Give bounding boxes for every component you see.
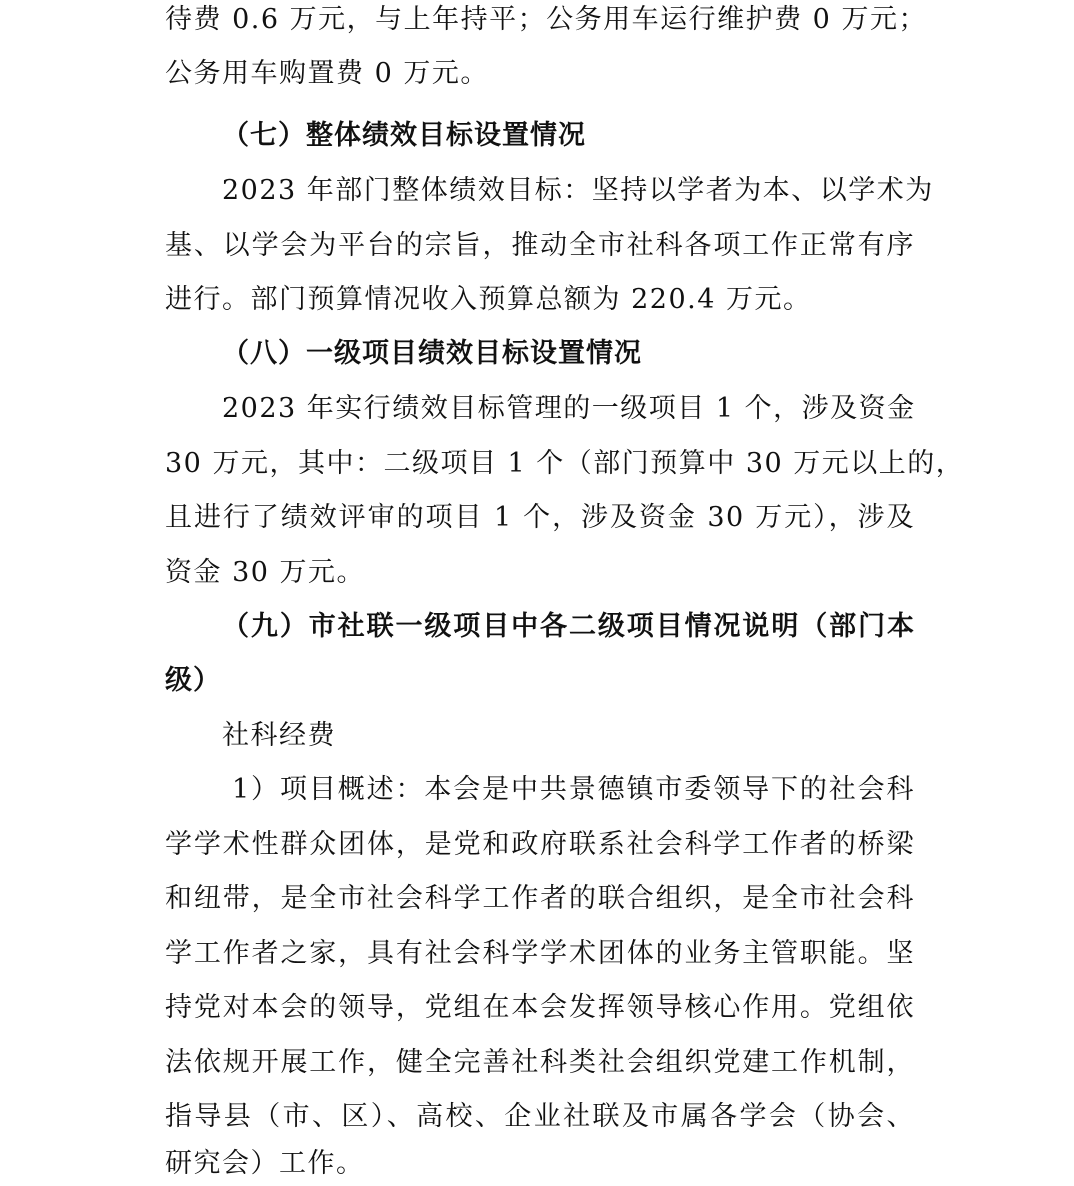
body-text-line: 1）项目概述：本会是中共景德镇市委领导下的社会科 [232, 774, 915, 805]
body-text-line: 基、以学会为平台的宗旨，推动全市社科各项工作正常有序 [165, 230, 915, 261]
body-text-line: 公务用车购置费 0 万元。 [165, 58, 489, 89]
body-text-line: 2023 年部门整体绩效目标：坚持以学者为本、以学术为 [222, 175, 934, 206]
body-text-line: 学学术性群众团体，是党和政府联系社会科学工作者的桥梁 [165, 829, 915, 860]
body-text-line: 待费 0.6 万元，与上年持平；公务用车运行维护费 0 万元； [165, 4, 927, 35]
body-text-line: 2023 年实行绩效目标管理的一级项目 1 个，涉及资金 [222, 393, 916, 424]
body-text-line: 30 万元，其中：二级项目 1 个（部门预算中 30 万元以上的， [165, 448, 965, 479]
section-heading-9-continued: 级） [165, 665, 221, 696]
body-text-line: 法依规开展工作，健全完善社科类社会组织党建工作机制， [165, 1047, 915, 1078]
body-text-line: 学工作者之家，具有社会科学学术团体的业务主管职能。坚 [165, 938, 915, 969]
body-text-line: 指导县（市、区）、高校、企业社联及市属各学会（协会、 [165, 1101, 915, 1132]
body-text-line: 研究会）工作。 [165, 1148, 365, 1179]
body-text-line: 和纽带，是全市社会科学工作者的联合组织，是全市社会科 [165, 883, 915, 914]
body-text-line: 且进行了绩效评审的项目 1 个，涉及资金 30 万元），涉及 [165, 502, 915, 533]
body-text-line: 进行。部门预算情况收入预算总额为 220.4 万元。 [165, 284, 812, 315]
body-text-line: 持党对本会的领导，党组在本会发挥领导核心作用。党组依 [165, 992, 915, 1023]
section-heading-8: （八）一级项目绩效目标设置情况 [222, 338, 642, 369]
section-heading-9: （九）市社联一级项目中各二级项目情况说明（部门本 [222, 611, 915, 642]
body-text-line: 资金 30 万元。 [165, 557, 366, 588]
subsection-title: 社科经费 [222, 720, 336, 751]
section-heading-7: （七）整体绩效目标设置情况 [222, 120, 586, 151]
